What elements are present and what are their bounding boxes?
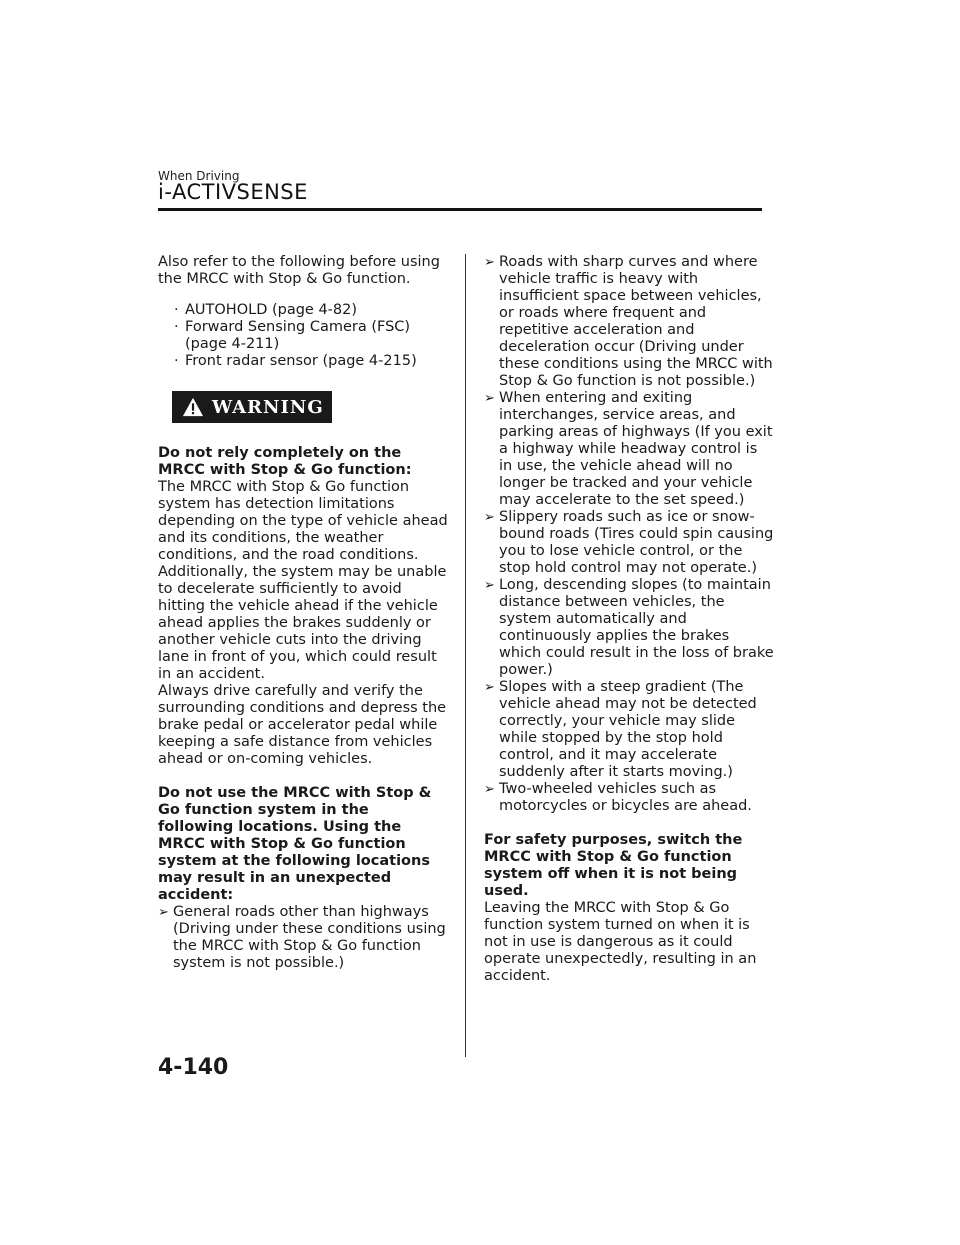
left-column: [158, 254, 448, 972]
bullet-icon: ·: [174, 302, 179, 318]
list-item: ➢ Slippery roads such as ice or snow-bound roads (Tires could spin causing you to lose vehicle control, or the stop hold control may not operate.): [484, 509, 774, 576]
list-item: ➢ Two-wheeled vehicles such as motorcycles or bicycles are ahead.: [484, 781, 752, 814]
list-item: · AUTOHOLD (page 4-82): [174, 302, 358, 318]
intro-text: Also refer to the following before using the MRCC with Stop & Go function.: [158, 254, 440, 287]
reference-list: [158, 302, 448, 370]
list-item: ➢ Roads with sharp curves and where vehicle traffic is heavy with insufficient space between vehicles, or roads where frequent and repetitive acceleration and deceleration occur (Driving under these conditions using the MRCC with Stop & Go function is not possible.): [484, 254, 773, 389]
bullet-icon: ·: [174, 319, 179, 335]
location-list: [158, 904, 448, 972]
arrow-icon: ➢: [484, 782, 495, 797]
header-divider: [158, 208, 762, 211]
arrow-icon: ➢: [484, 255, 495, 270]
warning-body-3: Leaving the MRCC with Stop & Go function system turned on when it is not in use is dangerous as it could operate unexpectedly, resulting in an accident.: [484, 900, 757, 984]
arrow-icon: ➢: [484, 510, 495, 525]
warning-label: WARNING: [212, 396, 324, 418]
column-divider: [465, 254, 466, 1057]
right-column: [484, 254, 774, 985]
list-item: ➢ General roads other than highways (Driving under these conditions using the MRCC with Stop & Go function system is not possible.): [158, 904, 446, 971]
warning-body: The MRCC with Stop & Go function system has detection limitations depending on the type of vehicle ahead and its conditions, the weather conditions, and the road conditions. Additionally, the system may be unable to decelerate sufficiently to avoid hitting the vehicle ahead if the vehicle ahead applies the brakes suddenly or another vehicle cuts into the driving lane in front of you, which could result in an accident.: [158, 479, 448, 682]
location-list-continued: [484, 254, 774, 815]
warning-heading-3: For safety purposes, switch the MRCC with Stop & Go function system off when it is not being used.: [484, 832, 743, 899]
page-number: 4-140: [158, 1055, 229, 1080]
list-item: ➢ Long, descending slopes (to maintain distance between vehicles, the system automatically and continuously applies the brakes which could result in the loss of brake power.): [484, 577, 774, 678]
warning-heading: Do not rely completely on the MRCC with Stop & Go function:: [158, 445, 412, 478]
section-label: When Driving: [158, 169, 240, 183]
warning-heading-2: Do not use the MRCC with Stop & Go function system in the following locations. Using the MRCC with Stop & Go function system at the following locations may result in an unexpected accident:: [158, 785, 432, 903]
arrow-icon: ➢: [484, 391, 495, 406]
warning-triangle-icon: [182, 396, 204, 418]
list-item: ➢ When entering and exiting interchanges, service areas, and parking areas of highways (If you exit a highway while headway control is in use, the vehicle ahead will no longer be tracked and your vehicle may accelerate to the set speed.): [484, 390, 773, 508]
arrow-icon: ➢: [484, 578, 495, 593]
page-title: i-ACTIVSENSE: [158, 180, 308, 204]
warning-badge: [172, 391, 332, 423]
list-item: · Front radar sensor (page 4-215): [174, 353, 417, 369]
warning-body-2: Always drive carefully and verify the surrounding conditions and depress the brake pedal or accelerator pedal while keeping a safe distance from vehicles ahead or on-coming vehicles.: [158, 683, 447, 767]
bullet-icon: ·: [174, 353, 179, 369]
list-item: ➢ Slopes with a steep gradient (The vehicle ahead may not be detected correctly, your vehicle may slide while stopped by the stop hold control, and it may accelerate suddenly after it starts moving.): [484, 679, 757, 780]
arrow-icon: ➢: [158, 905, 169, 920]
arrow-icon: ➢: [484, 680, 495, 695]
list-item: · Forward Sensing Camera (FSC) (page 4-211): [174, 319, 411, 352]
